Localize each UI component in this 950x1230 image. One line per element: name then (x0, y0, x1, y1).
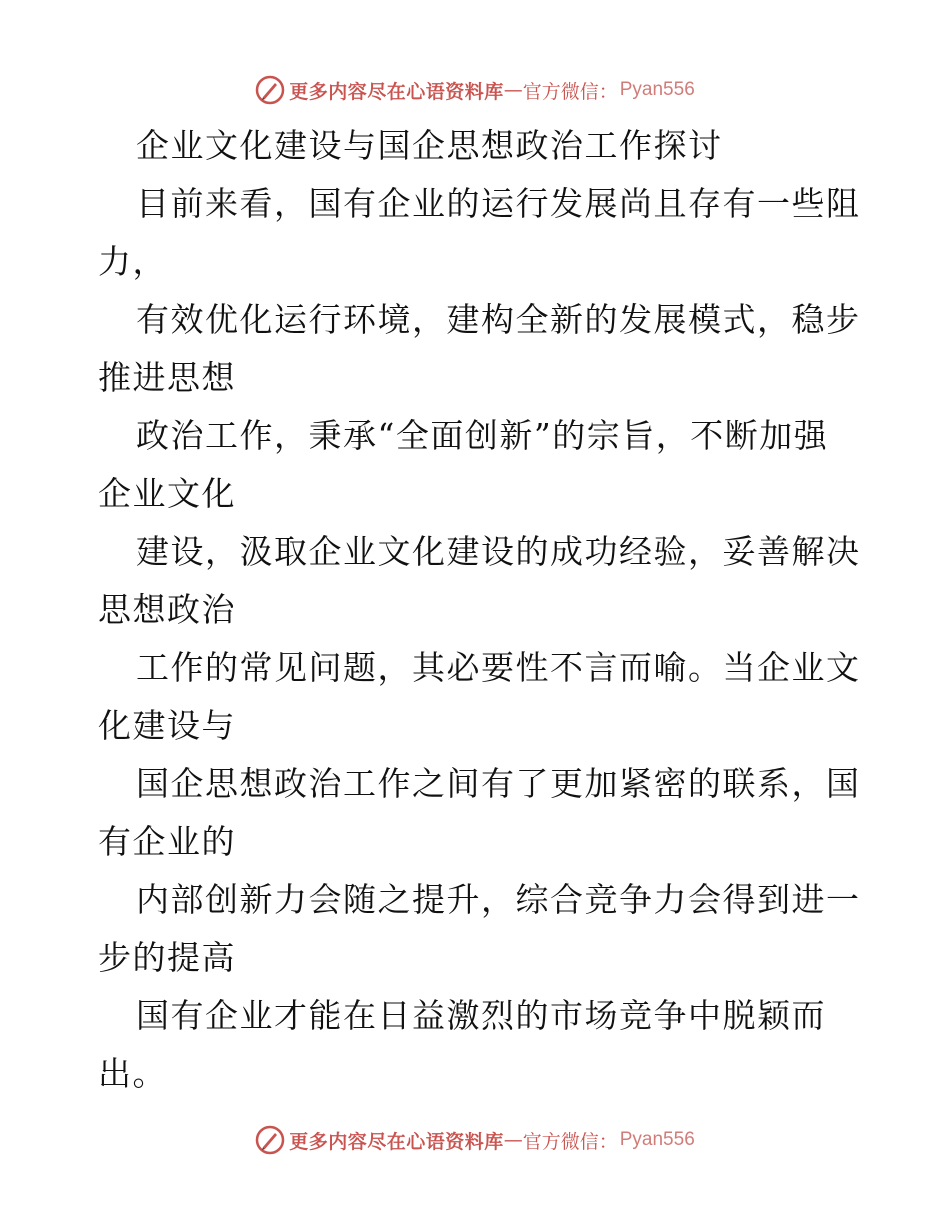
body-line: 力， (98, 242, 167, 281)
banner-wechat-label: 官方微信： (522, 1130, 618, 1153)
quill-logo-icon (255, 75, 285, 105)
body-line: 企业文化 (98, 474, 236, 513)
body-line: 工作的常见问题，其必要性不言而喻。当企业文 (136, 648, 861, 687)
body-line: 国企思想政治工作之间有了更加紧密的联系，国 (136, 764, 861, 803)
banner-wechat-id: Pyan556 (619, 1129, 695, 1150)
body-line: 有企业的 (98, 822, 236, 861)
body-line: 思想政治 (98, 590, 236, 629)
footer-banner (0, 1122, 950, 1158)
quill-logo-icon (255, 1125, 285, 1155)
body-line: 步的提高 (98, 938, 236, 977)
body-line: 内部创新力会随之提升，综合竞争力会得到进一 (136, 880, 861, 919)
banner-separator: — (503, 1129, 523, 1151)
body-line: 国有企业才能在日益激烈的市场竞争中脱颖而 (136, 996, 826, 1035)
banner-site-text: 更多内容尽在心语资料库 (289, 80, 504, 103)
body-line: 有效优化运行环境，建构全新的发展模式，稳步 (136, 300, 861, 339)
document-title: 企业文化建设与国企思想政治工作探讨 (136, 126, 723, 165)
banner-wechat-label: 官方微信： (522, 80, 618, 103)
body-line: 化建设与 (98, 706, 236, 745)
body-line: 出。 (98, 1054, 167, 1093)
header-banner (0, 72, 950, 108)
banner-separator: — (503, 79, 523, 101)
banner-wechat-id: Pyan556 (619, 79, 695, 100)
body-line: 政治工作，秉承“全面创新”的宗旨，不断加强 (136, 416, 829, 455)
body-line: 建设，汲取企业文化建设的成功经验，妥善解决 (136, 532, 861, 571)
banner-site-text: 更多内容尽在心语资料库 (289, 1130, 504, 1153)
body-line: 目前来看，国有企业的运行发展尚且存有一些阻 (136, 184, 861, 223)
body-line: 推进思想 (98, 358, 236, 397)
